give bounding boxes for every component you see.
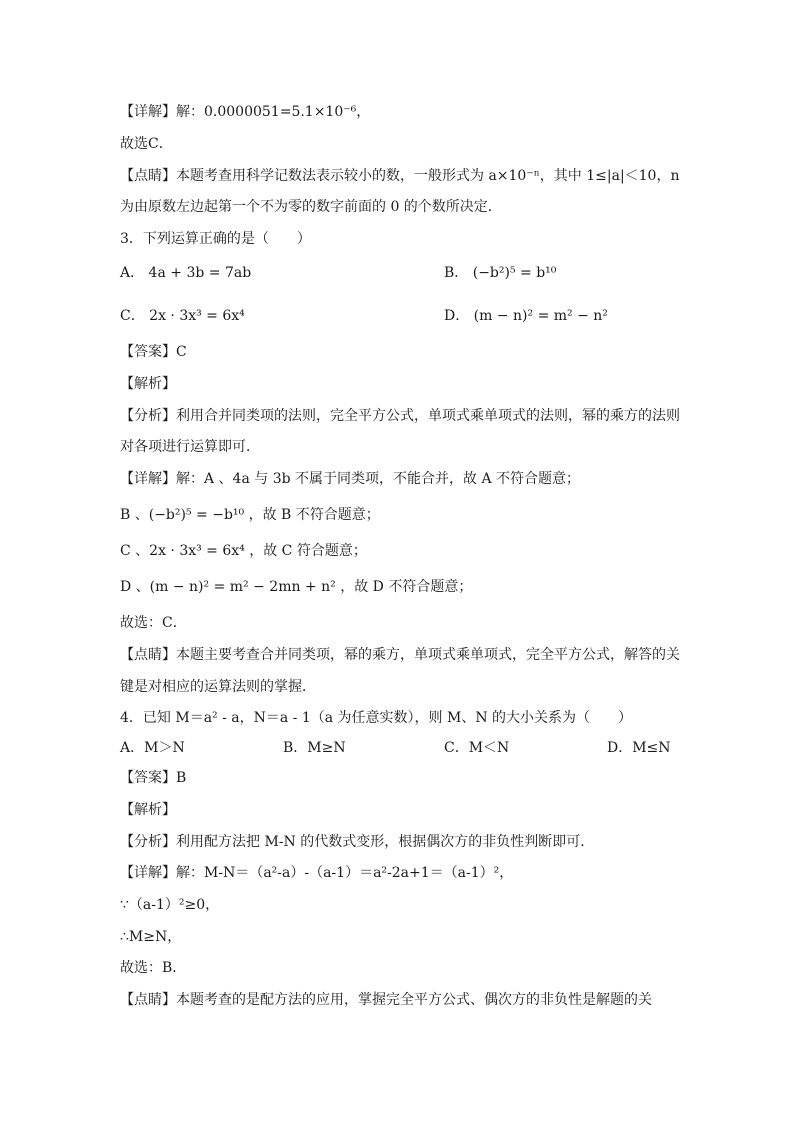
q3-option-d: D． (m − n)² = m² − n² <box>444 308 608 324</box>
text-line: 【详解】解：A 、4a 与 3b 不属于同类项，不能合并，故 A 不符合题意； <box>120 471 581 487</box>
q4-option-a: A．M＞N <box>120 740 185 756</box>
q4-option-b: B．M≥N <box>283 740 346 756</box>
text-line: 键是对相应的运算法则的掌握． <box>120 679 316 695</box>
q4-option-d: D．M≤N <box>607 740 671 756</box>
text-line: ∵（a-1）²≥0， <box>120 897 220 913</box>
question-3-stem: 3．下列运算正确的是（ ） <box>120 231 311 247</box>
text-line: 【详解】解：M-N＝（a²-a）-（a-1）＝a²-2a+1＝（a-1）²， <box>120 865 514 881</box>
q3-option-a: A． 4a + 3b = 7ab <box>120 265 252 281</box>
text-line: 故选：C． <box>120 615 187 631</box>
text-line: 故选C． <box>120 136 173 152</box>
q4-option-c: C．M＜N <box>444 740 510 756</box>
analysis-label: 【解析】 <box>120 802 176 818</box>
q3-option-c: C． 2x · 3x³ = 6x⁴ <box>120 308 245 324</box>
q3-option-b: B． (−b²)⁵ = b¹⁰ <box>444 265 557 281</box>
analysis-label: 【解析】 <box>120 376 176 392</box>
text-line: 对各项进行运算即可． <box>120 439 260 455</box>
text-line: 【点睛】本题考查用科学记数法表示较小的数，一般形式为 a×10⁻ⁿ，其中 1≤|a|＜10，n <box>120 168 680 184</box>
answer-label: 【答案】C <box>120 344 187 360</box>
text-line: D 、(m − n)² = m² − 2mn + n² ，故 D 不符合题意； <box>120 579 473 595</box>
text-line: ∴M≥N， <box>120 929 182 945</box>
answer-label: 【答案】B <box>120 770 187 786</box>
text-line: B 、(−b²)⁵ = −b¹⁰ ，故 B 不符合题意； <box>120 507 380 523</box>
text-line: 【分析】利用配方法把 M-N 的代数式变形，根据偶次方的非负性判断即可． <box>120 834 595 850</box>
text-line: 故选：B． <box>120 960 187 976</box>
text-line: C 、2x · 3x³ = 6x⁴ ，故 C 符合题意； <box>120 543 367 559</box>
text-line: 为由原数左边起第一个不为零的数字前面的 0 的个数所决定． <box>120 199 502 215</box>
text-line: 【分析】利用合并同类项的法则，完全平方公式，单项式乘单项式的法则，幂的乘方的法则 <box>120 408 680 424</box>
text-line: 【点睛】本题考查的是配方法的应用，掌握完全平方公式、偶次方的非负性是解题的关 <box>120 992 652 1008</box>
text-line: 【点睛】本题主要考查合并同类项，幂的乘方，单项式乘单项式，完全平方公式，解答的关 <box>120 647 680 663</box>
text-line: 【详解】解：0.0000051=5.1×10⁻⁶， <box>120 104 371 120</box>
question-4-stem: 4．已知 M＝a² - a，N＝a - 1（a 为任意实数），则 M、N 的大小关系为（ ） <box>120 710 633 726</box>
